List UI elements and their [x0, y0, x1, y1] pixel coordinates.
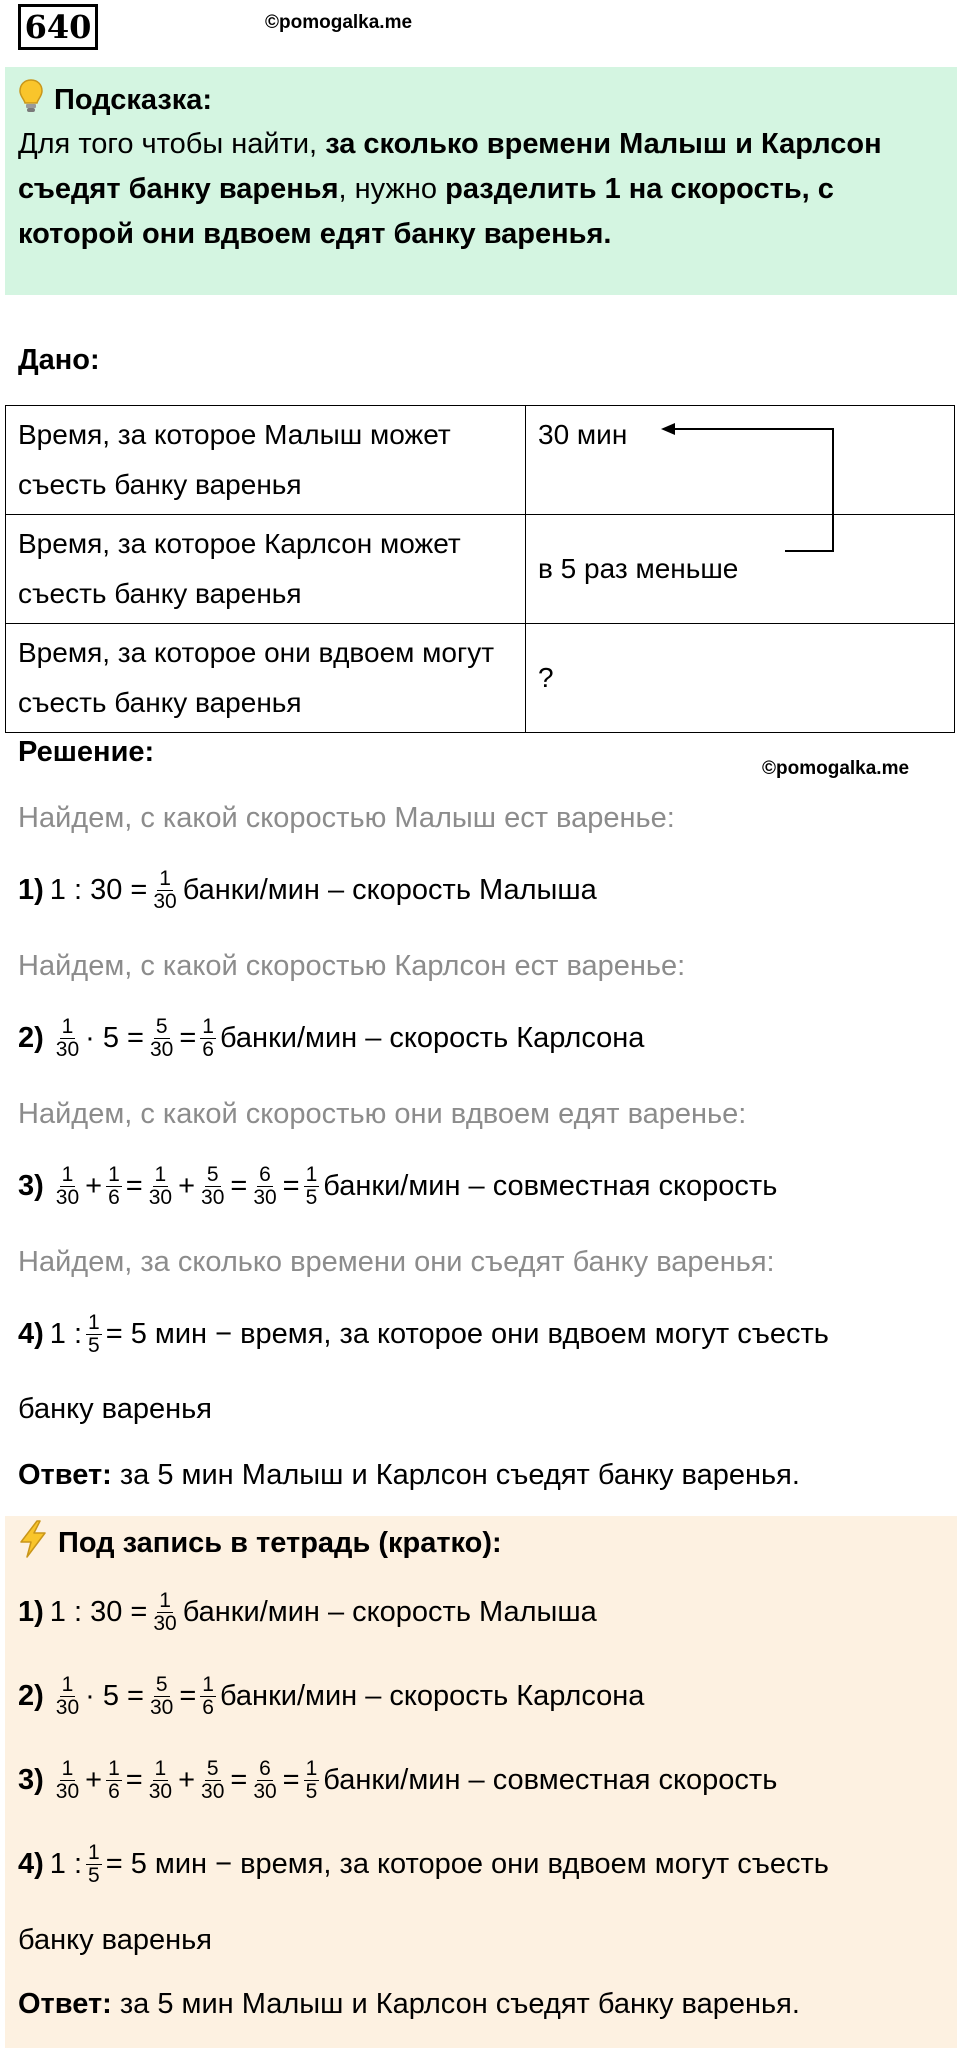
- step-text: =: [125, 1764, 143, 1796]
- lightning-icon: [18, 1520, 48, 1566]
- given-label-2: Время, за которое Карлсон может съесть банку варенья: [6, 515, 526, 624]
- fraction: $\frac{5}{30}$: [150, 1673, 174, 1719]
- lightbulb-icon: [18, 78, 44, 122]
- step-text: =: [179, 1022, 197, 1054]
- step-number: 2): [18, 1680, 44, 1712]
- fraction: $\frac{1}{30}$: [153, 1589, 177, 1635]
- step-text: =: [125, 1170, 143, 1202]
- step-text: банки/мин – скорость Малыша: [182, 874, 597, 906]
- fraction: $\frac{1}{6}$: [108, 1163, 120, 1209]
- step-text: · 5 =: [85, 1680, 144, 1712]
- intro-2: Найдем, с какой скоростью Карлсон ест варенье:: [18, 950, 686, 982]
- hint-text-1: Для того чтобы найти,: [18, 128, 326, 160]
- answer-text: за 5 мин Малыш и Карлсон съедят банку варенья.: [111, 1459, 800, 1491]
- short-step-4: [18, 1842, 829, 1887]
- step-text: =: [230, 1764, 248, 1796]
- intro-4: Найдем, за сколько времени они съедят банку варенья:: [18, 1246, 775, 1278]
- given-value-2: в 5 раз меньше: [526, 515, 955, 624]
- step-text: банки/мин – совместная скорость: [323, 1170, 778, 1202]
- fraction: $\frac{1}{5}$: [88, 1311, 100, 1357]
- short-answer: [18, 1988, 800, 2021]
- given-title: Дано:: [18, 344, 100, 376]
- step-text: =: [282, 1764, 300, 1796]
- given-label-3: Время, за которое они вдвоем могут съесть банку варенья: [6, 624, 526, 733]
- step-number: 3): [18, 1764, 44, 1796]
- fraction: $\frac{6}{30}$: [253, 1757, 277, 1803]
- step-text: +: [85, 1764, 103, 1796]
- step-text: банки/мин – совместная скорость: [323, 1764, 778, 1796]
- watermark: ©pomogalka.me: [265, 12, 413, 33]
- step-text: 1 : 30 =: [49, 1596, 148, 1628]
- step-text: 1 :: [49, 1318, 83, 1350]
- answer-text: за 5 мин Малыш и Карлсон съедят банку варенья.: [111, 1988, 800, 2020]
- step-text: +: [178, 1170, 196, 1202]
- hint-title: [18, 78, 212, 122]
- step-text: банки/мин – скорость Карлсона: [219, 1680, 645, 1712]
- fraction: $\frac{5}{30}$: [201, 1163, 225, 1209]
- hint-text-4: разделить 1 на скорость, с которой они вдвоем едят банку варенья.: [18, 173, 834, 250]
- step-4: [18, 1312, 829, 1357]
- fraction: $\frac{1}{5}$: [305, 1757, 318, 1803]
- hint-text-2: за сколько времени Малыш и Карлсон съедят банку варенья: [18, 128, 882, 205]
- step-number: 3): [18, 1170, 44, 1202]
- intro-3: Найдем, с какой скоростью они вдвоем едят варенье:: [18, 1098, 747, 1130]
- solution-title: Решение:: [18, 736, 155, 768]
- hint-text: [18, 122, 948, 257]
- step-text: +: [85, 1170, 103, 1202]
- fraction: $\frac{1}{6}$: [202, 1015, 214, 1061]
- fraction: $\frac{1}{30}$: [148, 1163, 173, 1209]
- intro-1: Найдем, с какой скоростью Малыш ест варенье:: [18, 802, 675, 834]
- step-text: =: [179, 1680, 197, 1712]
- relation-arrow: [655, 420, 835, 560]
- step-text: = 5 мин − время, за которое они вдвоем могут съесть: [105, 1848, 829, 1880]
- step-number: 1): [18, 874, 44, 906]
- fraction: $\frac{1}{5}$: [305, 1163, 318, 1209]
- step-text: · 5 =: [85, 1022, 144, 1054]
- table-row: [6, 624, 955, 733]
- answer-label: Ответ:: [18, 1988, 112, 2020]
- step-text: =: [282, 1170, 300, 1202]
- step-4-continued: банку варенья: [18, 1393, 212, 1425]
- short-step-1: [18, 1590, 597, 1635]
- fraction: $\frac{5}{30}$: [201, 1757, 225, 1803]
- step-text: банки/мин – скорость Малыша: [182, 1596, 597, 1628]
- step-number: 1): [18, 1596, 44, 1628]
- step-text: банки/мин – скорость Карлсона: [219, 1022, 645, 1054]
- fraction: $\frac{1}{6}$: [202, 1673, 214, 1719]
- short-step-2: [18, 1674, 644, 1719]
- fraction: $\frac{1}{30}$: [55, 1015, 80, 1061]
- step-text: 1 : 30 =: [49, 874, 148, 906]
- given-value-1: 30 мин: [526, 406, 955, 515]
- step-text: +: [178, 1764, 196, 1796]
- fraction: $\frac{1}{30}$: [55, 1673, 80, 1719]
- step-text: =: [230, 1170, 248, 1202]
- short-step-4-continued: банку варенья: [18, 1924, 212, 1956]
- step-text: 1 :: [49, 1848, 83, 1880]
- fraction: $\frac{6}{30}$: [253, 1163, 277, 1209]
- given-label-1: Время, за которое Малыш может съесть банку варенья: [6, 406, 526, 515]
- short-step-3: [18, 1758, 777, 1803]
- hint-text-3: , нужно: [338, 173, 446, 205]
- problem-number: 640: [18, 4, 98, 50]
- answer-label: Ответ:: [18, 1459, 112, 1491]
- fraction: $\frac{1}{6}$: [108, 1757, 120, 1803]
- answer: [18, 1459, 800, 1492]
- step-1: [18, 868, 597, 913]
- short-title-text: Под запись в тетрадь (кратко):: [58, 1526, 502, 1559]
- step-number: 4): [18, 1318, 44, 1350]
- step-text: = 5 мин − время, за которое они вдвоем могут съесть: [105, 1318, 829, 1350]
- short-title: [18, 1520, 502, 1566]
- step-number: 2): [18, 1022, 44, 1054]
- hint-title-text: Подсказка:: [54, 83, 213, 116]
- step-3: [18, 1164, 777, 1209]
- fraction: $\frac{1}{30}$: [148, 1757, 173, 1803]
- step-number: 4): [18, 1848, 44, 1880]
- fraction: $\frac{1}{30}$: [55, 1757, 80, 1803]
- fraction: $\frac{1}{30}$: [153, 867, 177, 913]
- fraction: $\frac{1}{30}$: [55, 1163, 80, 1209]
- step-2: [18, 1016, 644, 1061]
- fraction: $\frac{1}{5}$: [88, 1841, 100, 1887]
- fraction: $\frac{5}{30}$: [150, 1015, 174, 1061]
- watermark: ©pomogalka.me: [762, 758, 910, 779]
- given-value-3: ?: [526, 624, 955, 733]
